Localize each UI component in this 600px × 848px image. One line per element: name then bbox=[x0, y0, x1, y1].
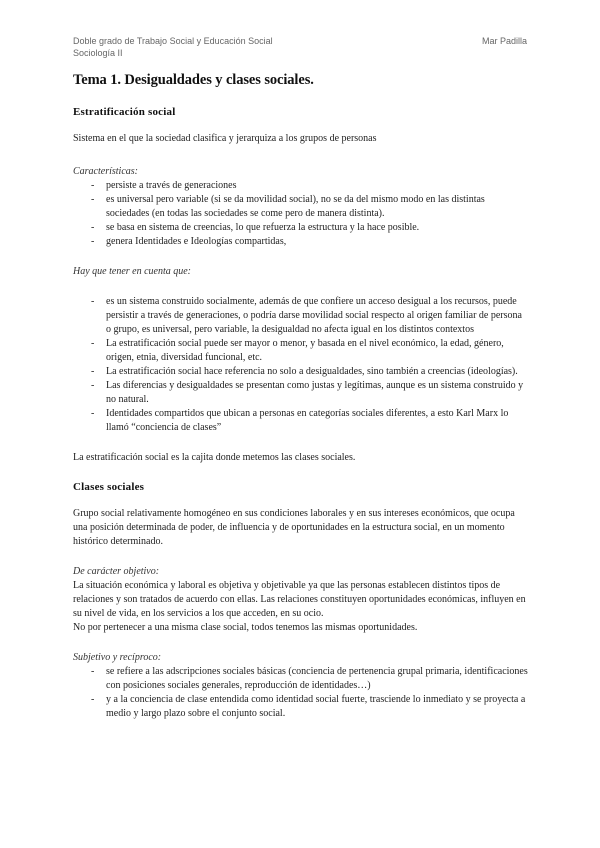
list-item: - La estratificación social hace referencia no solo a desigualdades, sino también a creencias (ideologías). bbox=[73, 365, 528, 379]
hay-que-tener-label: Hay que tener en cuenta que: bbox=[73, 266, 192, 277]
section-heading-clases: Clases sociales bbox=[73, 481, 145, 493]
clases-definition: Grupo social relativamente homogéneo en sus condiciones laborales y en sus intereses económicos, que ocupa una posición determinada de poder, de influencia y de oportunidades en la estructura social, en un momento histórico determinado. bbox=[73, 508, 515, 547]
objetivo-text: La situación económica y laboral es objetiva y objetivable ya que las personas establecen distintos tipos de relaciones y son tratados de acuerdo con ellas. Las relaciones constituyen oportunidades económicas, influyen en su nivel de vida, en los servicios a los que acceden, en su ocio. bbox=[73, 580, 526, 619]
list-item: - Identidades compartidos que ubican a personas en categorías sociales diferentes, a esto Karl Marx lo llamó “conciencia de clases” bbox=[73, 407, 528, 435]
objetivo-label: De carácter objetivo: bbox=[73, 566, 160, 577]
section-heading-estratificacion: Estratificación social bbox=[73, 106, 176, 118]
list-item: - y a la conciencia de clase entendida como identidad social fuerte, trasciende lo inmediato y se proyecta a medio y largo plazo sobre el conjunto social. bbox=[73, 693, 528, 721]
list-item: - es un sistema construido socialmente, además de que confiere un acceso desigual a los recursos, puede persistir a través de generaciones, o podría darse movilidad social respecto al origen familiar de persona o grupo, es universal, pero variable, la desigualdad no afecta igual en los distintos contextos bbox=[73, 295, 528, 337]
header-subject: Sociología II bbox=[73, 48, 123, 58]
header-author: Mar Padilla bbox=[481, 36, 527, 46]
page-header bbox=[73, 35, 527, 59]
hay-que-tener-list bbox=[73, 295, 528, 435]
list-item: - es universal pero variable (si se da movilidad social), no se da del mismo modo en las distintas sociedades (en todas las sociedades se come pero de manera distinta). bbox=[73, 193, 528, 221]
subjetivo-list bbox=[73, 665, 528, 721]
list-item: - se basa en sistema de creencias, lo que refuerza la estructura y la hace posible. bbox=[73, 221, 528, 235]
list-item: - persiste a través de generaciones bbox=[73, 179, 528, 193]
document-body bbox=[73, 72, 528, 721]
list-item: - Las diferencias y desigualdades se presentan como justas y legítimas, aunque es un sistema construido y no natural. bbox=[73, 379, 528, 407]
caracteristicas-label: Características: bbox=[73, 166, 138, 177]
subjetivo-label: Subjetivo y recíproco: bbox=[73, 652, 162, 663]
objetivo-text-2: No por pertenecer a una misma clase social, todos tenemos las mismas oportunidades. bbox=[73, 622, 418, 633]
document-title: Tema 1. Desigualdades y clases sociales. bbox=[73, 72, 314, 88]
header-course: Doble grado de Trabajo Social y Educación Social bbox=[73, 36, 273, 46]
caracteristicas-list bbox=[73, 179, 528, 249]
list-item: - La estratificación social puede ser mayor o menor, y basada en el nivel económico, la edad, género, origen, etnia, diversidad funcional, etc. bbox=[73, 337, 528, 365]
estratificacion-closing: La estratificación social es la cajita donde metemos las clases sociales. bbox=[73, 452, 356, 463]
list-item: - se refiere a las adscripciones sociales básicas (conciencia de pertenencia grupal primaria, identificaciones con posiciones sociales generales, reproducción de identidades…) bbox=[73, 665, 528, 693]
list-item: - genera Identidades e Ideologías compartidas, bbox=[73, 235, 528, 249]
estratificacion-definition: Sistema en el que la sociedad clasifica y jerarquiza a los grupos de personas bbox=[73, 133, 377, 144]
